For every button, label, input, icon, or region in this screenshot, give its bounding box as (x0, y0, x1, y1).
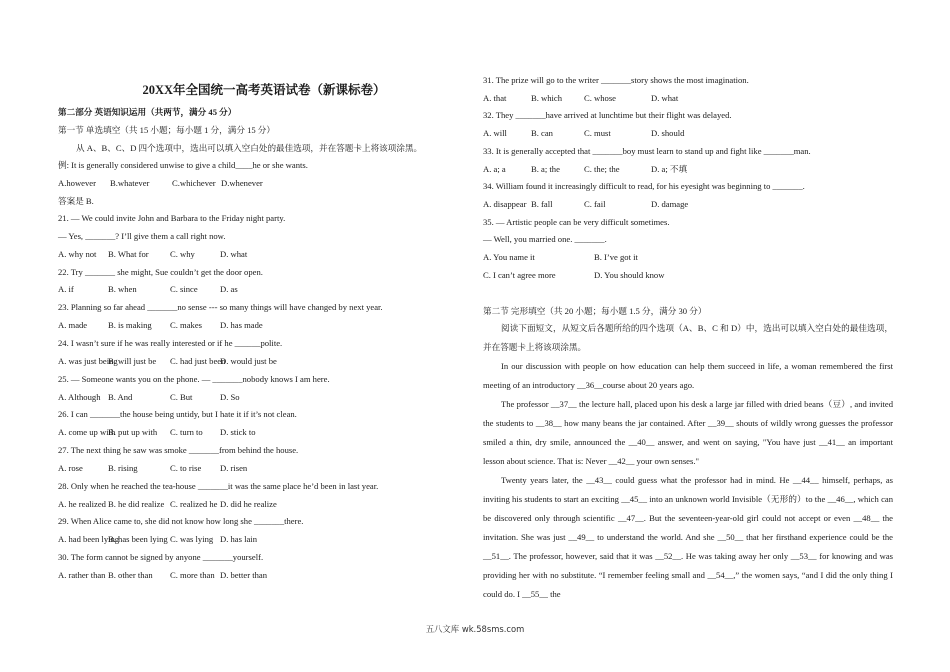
option: A. he realized (58, 498, 106, 509)
question-text: 22. Try _______ she might, Sue couldn’t get the door open. (58, 266, 263, 277)
passage-paragraph: In our discussion with people on how education can help them succeed in life, a woman remembered the first meeting of an introductory __36__course about 20 years ago. (483, 361, 893, 390)
option: C. the; the (584, 163, 620, 174)
option: D. as (220, 284, 238, 295)
option: D. damage (651, 198, 689, 209)
question-text: 31. The prize will go to the writer _______story shows the most imagination. (483, 75, 749, 85)
question-text: 26. I can _______the house being untidy, but I hate it if it’s not clean. (58, 409, 297, 420)
option: C. turn to (170, 427, 203, 438)
option: B. can (531, 128, 553, 139)
option: B. other than (108, 570, 153, 580)
option: A. disappear (483, 198, 527, 209)
option: C. fail (584, 198, 606, 209)
option: D. has lain (220, 534, 257, 545)
option: D. what (220, 248, 248, 259)
option: A. Although (58, 391, 101, 402)
question-text: 21. — We could invite John and Barbara to the Friday night party. (58, 213, 286, 223)
option: C. had just been (170, 355, 226, 366)
option: A. will (483, 128, 507, 139)
option: B. he did realize (108, 498, 165, 509)
option: A. why not (58, 248, 97, 259)
option: B. a; the (531, 163, 560, 174)
option: B. What for (108, 248, 149, 259)
question-text: 30. The form cannot be signed by anyone _______yourself. (58, 552, 264, 563)
option: C. since (170, 284, 198, 295)
option: D. risen (220, 462, 248, 473)
section2-instruction: 阅读下面短文，从短文后各题所给的四个选项（A、B、C 和 D）中，选出可以填入空白处的最佳选项，并在答题卡上将该项涂黑。 (483, 323, 893, 352)
option: D. a; 不填 (651, 163, 688, 174)
option: A. made (58, 320, 88, 331)
option: A. rather than (58, 570, 106, 580)
question-text: 35. — Artistic people can be very difficult sometimes. (483, 216, 670, 227)
option: B. fall (531, 198, 553, 209)
option: D. what (651, 92, 679, 103)
option: C. I can’t agree more (483, 269, 556, 280)
option: A. a; a (483, 163, 506, 174)
option: C. to rise (170, 462, 202, 473)
question-text: 25. — Someone wants you on the phone. — _______nobody knows I am here. (58, 373, 330, 384)
question-text: — Well, you married one. _______. (483, 234, 607, 245)
section1-heading: 第一节 单选填空（共 15 小题；每小题 1 分，满分 15 分） (58, 125, 275, 135)
option: B. when (108, 284, 137, 295)
question-text: 34. William found it increasingly difficult to read, for his eyesight was beginning to _______. (483, 181, 805, 192)
option: A. You name it (483, 252, 535, 262)
option: C. makes (170, 320, 202, 331)
section1-instruction: 从 A、B、C、D 四个选项中，选出可以填入空白处的最佳选项，并在答题卡上将该项涂黑。 (76, 143, 423, 153)
option: A. was just being (58, 355, 118, 366)
option: A. come up with (58, 427, 116, 438)
option: D. would just be (220, 355, 277, 366)
footer-watermark: 五八文库 wk.58sms.com (425, 624, 525, 634)
option: D. better than (220, 570, 268, 580)
option: B. rising (108, 462, 138, 473)
cloze-passage (483, 357, 893, 604)
option: A. rose (58, 462, 83, 473)
option: D. So (220, 391, 240, 402)
example-question: 例: It is generally considered unwise to give a child____he or she wants. (58, 160, 308, 170)
option: B. put up with (108, 427, 158, 438)
section2-heading: 第二节 完形填空（共 20 小题；每小题 1.5 分，满分 30 分） (483, 306, 707, 316)
option: B. has been lying (108, 534, 168, 545)
passage-paragraph: Twenty years later, the __43__ could guess what the professor had in mind. He __44__ himself, perhaps, as inviting his students to start an exciting __45__ into an unknown world Invisible（无形的）to the __46__, which can be discovered only through scientific __47__. But the seventeen-year-old girl could not accept or even __48__ the invitation. She was just __49__ to understand the world. And she __50__ that her firsthand experience could be the __51__. The professor, however, said that it was __52__. He was taking away her only __53__ for knowing and was providing her with no substitute. “I remember feeling small and __54__,” the women says, “and I did the only thing I could do. I __55__ the (483, 475, 893, 599)
option: B. will just be (108, 355, 157, 366)
page-title: 20XX年全国统一高考英语试卷（新课标卷） (142, 83, 386, 97)
question-text: 32. They _______have arrived at lunchtime but their flight was delayed. (483, 110, 732, 121)
option: B. which (531, 92, 563, 103)
option: A. that (483, 92, 507, 103)
option: D. stick to (220, 427, 256, 438)
passage-paragraph: The professor __37__ the lecture hall, placed upon his desk a large jar filled with dried beans（豆）, and invited the students to __38__ how many beans the jar contained. After __39__ shouts of wildly wrong guesses the professor smiled a thin, dry smile, announced the __40__ answer, and went on saying, "You have just __41__ an important lesson about science. That is: Never __42__ your own senses." (483, 399, 893, 466)
option: D. has made (220, 320, 263, 331)
option: C. must (584, 128, 611, 139)
example-answer: 答案是 B. (58, 196, 94, 206)
question-text: 24. I wasn’t sure if he was really interested or if he ______polite. (58, 337, 283, 348)
option: B. I’ve got it (594, 252, 638, 262)
option: B. is making (108, 320, 152, 331)
option: B.whatever (110, 178, 150, 188)
question-text: 29. When Alice came to, she did not know how long she _______there. (58, 516, 304, 527)
question-text: 23. Planning so far ahead _______no sense --- so many things will have changed by next year. (58, 302, 383, 313)
part2-heading: 第二部分 英语知识运用（共两节，满分 45 分） (58, 107, 237, 117)
option: C. more than (170, 570, 215, 580)
option: A.however (58, 178, 96, 188)
option: D. did he realize (220, 498, 277, 509)
option: B. And (108, 391, 133, 402)
option: A. had been lying (58, 534, 120, 545)
question-text: — Yes, _______? I’ll give them a call right now. (58, 230, 226, 241)
option: C.whichever (172, 178, 216, 188)
question-text: 33. It is generally accepted that _______boy must learn to stand up and fight like _______man. (483, 145, 811, 156)
option: C. why (170, 248, 195, 259)
option: C. realized he (170, 498, 218, 509)
option: C. But (170, 391, 193, 402)
option: D. should (651, 128, 685, 139)
option: C. whose (584, 92, 616, 103)
option: C. was lying (170, 534, 214, 545)
option: D. You should know (594, 269, 665, 280)
option: A. if (58, 284, 74, 295)
option: D.whenever (221, 178, 263, 188)
question-text: 27. The next thing he saw was smoke _______from behind the house. (58, 445, 299, 456)
question-text: 28. Only when he reached the tea-house _______it was the same place he’d been in last year. (58, 480, 379, 491)
